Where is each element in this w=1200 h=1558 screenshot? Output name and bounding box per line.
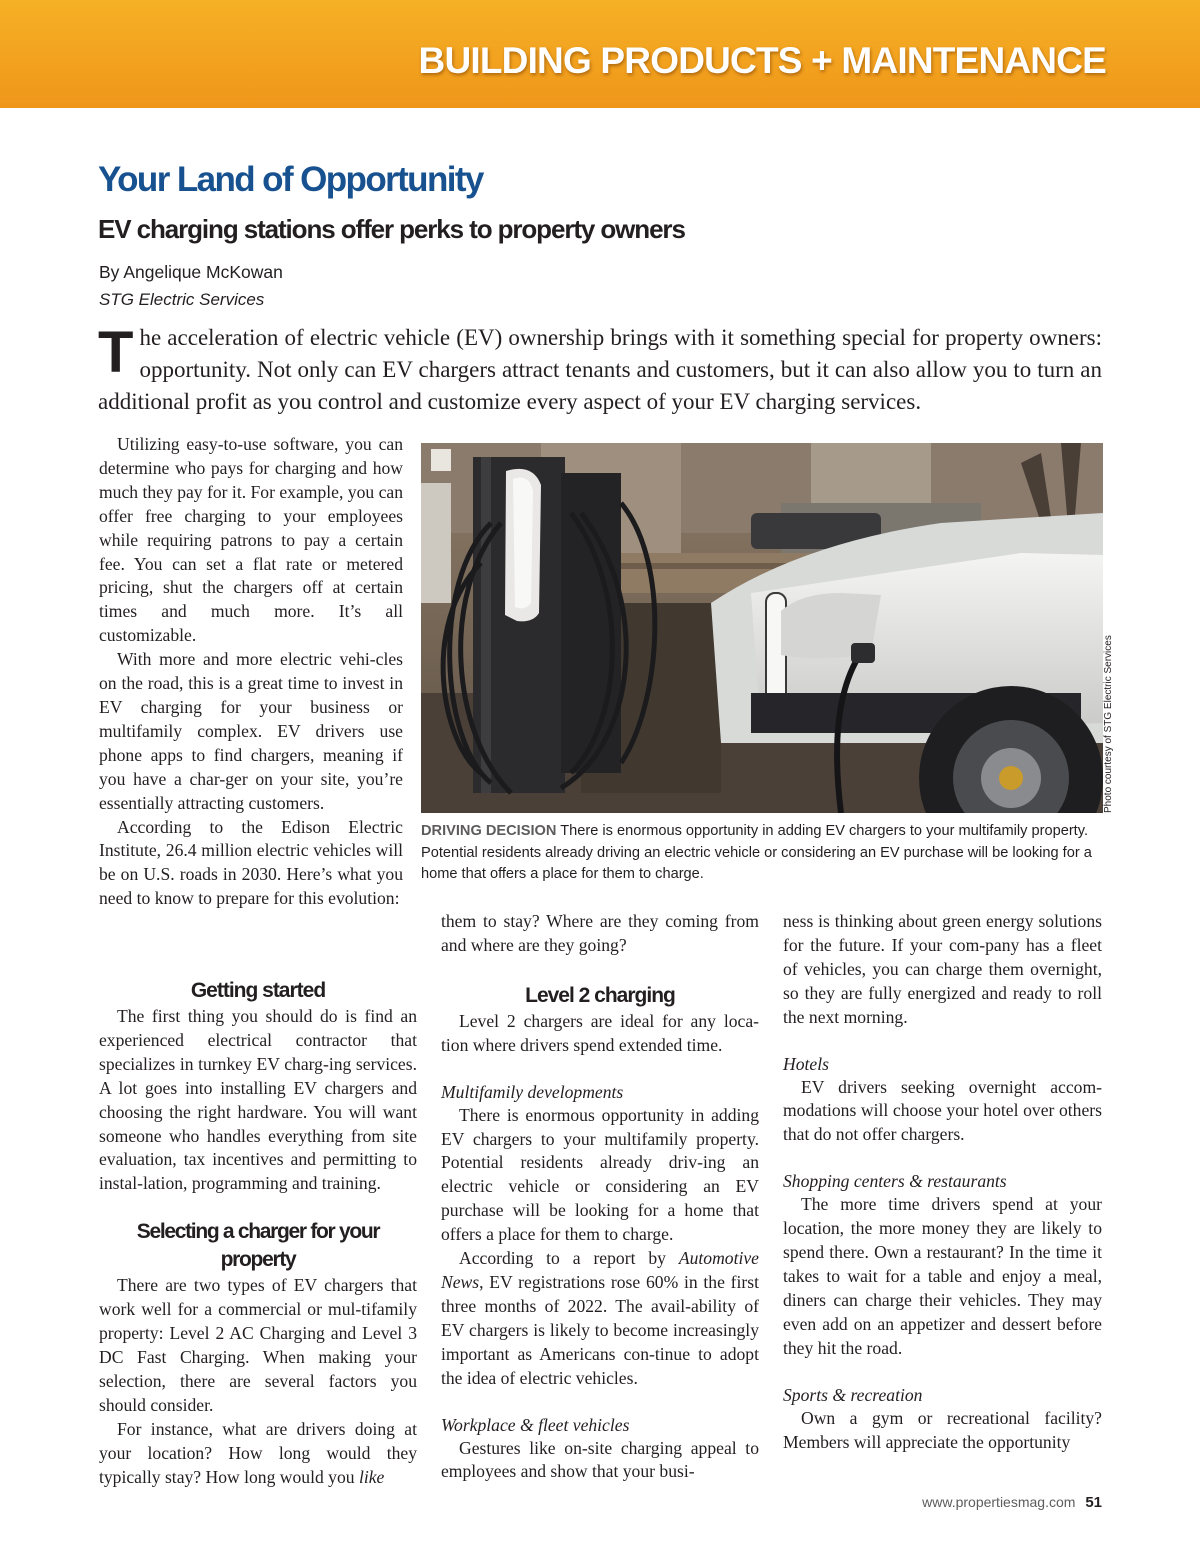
subhead-getting-started: Getting started (190, 979, 326, 1002)
body-paragraph: Level 2 chargers are ideal for any loca-tion where drivers spend extended time. (441, 1010, 759, 1055)
body-paragraph (441, 1247, 759, 1390)
article-title: Your Land of Opportunity (98, 160, 483, 199)
byline: By Angelique McKowan (99, 262, 283, 282)
section-title: BUILDING PRODUCTS + MAINTENANCE (418, 40, 1106, 81)
section-banner (0, 0, 1200, 108)
body-paragraph: them to stay? Where are they coming from and where are they going? (441, 911, 759, 955)
ev-charger-photo (421, 443, 1103, 813)
caption-text: There is enormous opportunity in adding EV chargers to your multifamily property. Potential residents already driving an electric vehicle or considering an EV purchase will be looking for a home that offers a place for them to charge. (421, 823, 1092, 882)
body-paragraph: EV drivers seeking overnight accom-modations will choose your hotel over others that do not offer chargers. (783, 1076, 1102, 1145)
body-paragraph: There are two types of EV chargers that work well for a commercial or mul-tifamily property: Level 2 AC Charging and Level 3 DC Fast Charging. When making your selection, there are several factors you should consider. (99, 1275, 417, 1415)
column-1-top (99, 433, 403, 911)
lead-text: he acceleration of electric vehicle (EV) ownership brings with it something special for property owners: opportunity. Not only can EV chargers attract tenants and customers, but it can also allow you to turn an additional profit as you control and customize every aspect of your EV charging services. (98, 325, 1102, 414)
publication-name: Automotive News (441, 1248, 759, 1292)
body-paragraph: The more time drivers spend at your location, the more money they are likely to spend there. Own a restaurant? In the time it takes to wait for a table and enjoy a meal, diners can charge their vehicles. They may even add on an appetizer and dessert before they hit the road. (783, 1194, 1102, 1358)
column-3 (783, 910, 1102, 1454)
subhead-sports: Sports & recreation (783, 1384, 923, 1405)
body-text: For instance, what are drivers doing at your location? How long would they typically stay? How long would you (99, 1418, 417, 1487)
ev-charger-illustration (421, 443, 1103, 813)
body-paragraph: There is enormous opportunity in adding EV chargers to your multifamily property. Potential residents already driv-ing an electric vehicle or considering an EV purchase will be looking for a home that offers a place for them to charge. (441, 1104, 759, 1245)
body-text: According to a report by (459, 1248, 679, 1269)
article-subtitle: EV charging stations offer perks to property owners (98, 214, 685, 244)
column-2 (441, 910, 759, 1484)
body-paragraph: ness is thinking about green energy solutions for the future. If your com-pany has a fleet of vehicles, you can charge them overnight, so they are fully energized and ready to roll the next morning. (783, 911, 1102, 1027)
photo-credit: Photo courtesy of STG Electric Services (1103, 635, 1114, 813)
body-paragraph (99, 1418, 417, 1490)
body-paragraph: According to the Edison Electric Institute, 26.4 million electric vehicles will be on U.S. roads in 2030. Here’s what you need to know to prepare for this evolution: (99, 816, 403, 909)
body-paragraph: The first thing you should do is find an experienced electrical contractor that specializes in turnkey EV charg-ing services. A lot goes into installing EV chargers and choosing the right hardware. You will want someone who handles everything from site evaluation, tax incentives and permitting to instal-lation, programming and training. (99, 1006, 417, 1194)
column-1-bottom (99, 977, 417, 1489)
subhead-hotels: Hotels (783, 1053, 829, 1074)
subhead-selecting-charger: Selecting a charger for your property (136, 1220, 380, 1272)
body-paragraph: Own a gym or recreational facility? Members will appreciate the opportunity (783, 1407, 1102, 1452)
body-paragraph: With more and more electric vehi-cles on the road, this is a great time to invest in EV charging for your business or multifamily complex. EV drivers use phone apps to find chargers, meaning if you have a char-ger on your site, you’re essentially attracting customers. (99, 649, 403, 813)
subhead-multifamily: Multifamily developments (441, 1081, 624, 1102)
page-footer (922, 1494, 1102, 1511)
subhead-level-2-charging: Level 2 charging (525, 983, 675, 1007)
website-url: www.propertiesmag.com (922, 1494, 1076, 1510)
page-number: 51 (1085, 1494, 1102, 1511)
body-text-emphasis: like (358, 1466, 385, 1487)
drop-cap: T (98, 320, 134, 385)
author-company: STG Electric Services (99, 290, 265, 309)
subhead-workplace: Workplace & fleet vehicles (441, 1414, 630, 1435)
body-text: , EV registrations rose 60% in the first three months of 2022. The avail-ability of EV chargers is likely to become increasingly important as Americans con-tinue to adopt the idea of electric vehicles. (441, 1271, 759, 1388)
body-paragraph: Gestures like on-site charging appeal to employees and show that your busi- (441, 1437, 759, 1482)
subhead-shopping: Shopping centers & restaurants (783, 1171, 1007, 1192)
caption-label: DRIVING DECISION (421, 823, 557, 839)
body-paragraph: Utilizing easy-to-use software, you can determine who pays for charging and how much they pay for it. For example, you can offer free charging to your employees while requiring patrons to pay a certain fee. You can set a flat rate or metered pricing, shut the chargers off at certain times and much more. It’s all customizable. (99, 434, 403, 646)
photo-caption (421, 821, 1103, 886)
lead-paragraph (98, 322, 1102, 418)
